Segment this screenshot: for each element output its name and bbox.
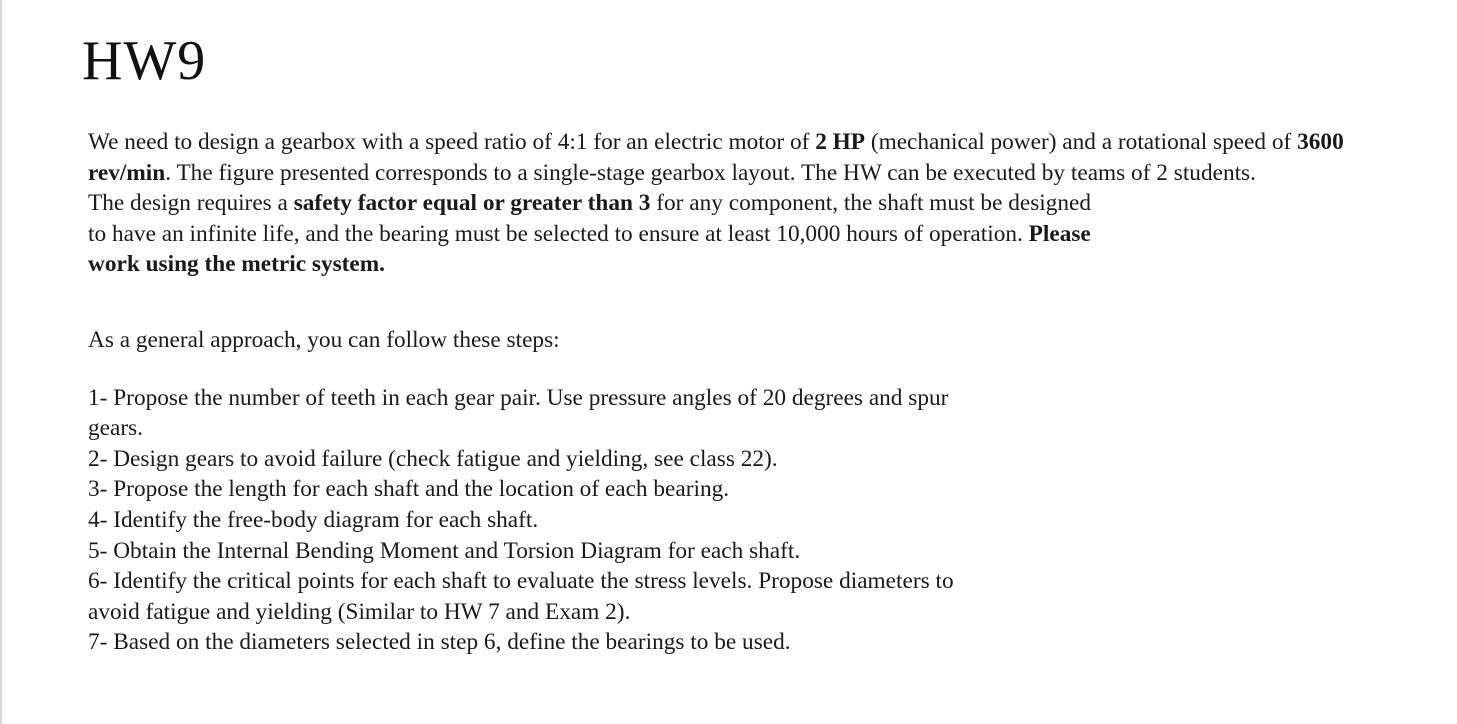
intro-text-1: We need to design a gearbox with a speed ratio of 4:1 for an electric motor of xyxy=(88,129,816,155)
design-text-2: for any component, the shaft must be designed to have an infinite life, and the bearing must be selected to ensure at least 10,000 hours of operation. xyxy=(88,190,1092,247)
page-left-border xyxy=(0,0,2,724)
approach-heading: As a general approach, you can follow these steps: xyxy=(88,326,560,353)
step-item: 1- Propose the number of teeth in each gear pair. Use pressure angles of 20 degrees and spur gears. xyxy=(88,384,949,442)
intro-text-3: . The figure presented corresponds to a single-stage gearbox layout. The HW can be executed by teams of 2 students. xyxy=(165,159,1256,186)
design-text-1: The design requires a xyxy=(88,190,294,217)
intro-text-2: (mechanical power) and a rotational speed of xyxy=(865,129,1298,155)
intro-paragraph-2 xyxy=(88,188,1098,280)
assignment-body xyxy=(88,127,1418,658)
steps-list xyxy=(88,383,1008,658)
safety-factor-requirement: safety factor equal or greater than 3 xyxy=(293,190,651,217)
step-item: 6- Identify the critical points for each shaft to evaluate the stress levels. Propose diameters to avoid fatigue and yielding (Similar to HW 7 and Exam 2). xyxy=(88,568,954,625)
intro-paragraph-1 xyxy=(88,127,1413,188)
step-item: 3- Propose the length for each shaft and the location of each bearing. xyxy=(88,476,730,503)
step-item: 2- Design gears to avoid failure (check fatigue and yielding, see class 22). xyxy=(88,445,778,472)
step-item: 7- Based on the diameters selected in step 6, define the bearings to be used. xyxy=(88,629,791,656)
motor-power-value: 2 HP xyxy=(815,129,866,155)
rotational-speed-value: 3600 rev/min xyxy=(88,129,1344,186)
step-item: 4- Identify the free-body diagram for each shaft. xyxy=(88,506,539,533)
step-item: 5- Obtain the Internal Bending Moment and Torsion Diagram for each shaft. xyxy=(88,537,801,564)
page-title: HW9 xyxy=(82,30,207,92)
metric-system-note: Please work using the metric system. xyxy=(88,220,1091,278)
